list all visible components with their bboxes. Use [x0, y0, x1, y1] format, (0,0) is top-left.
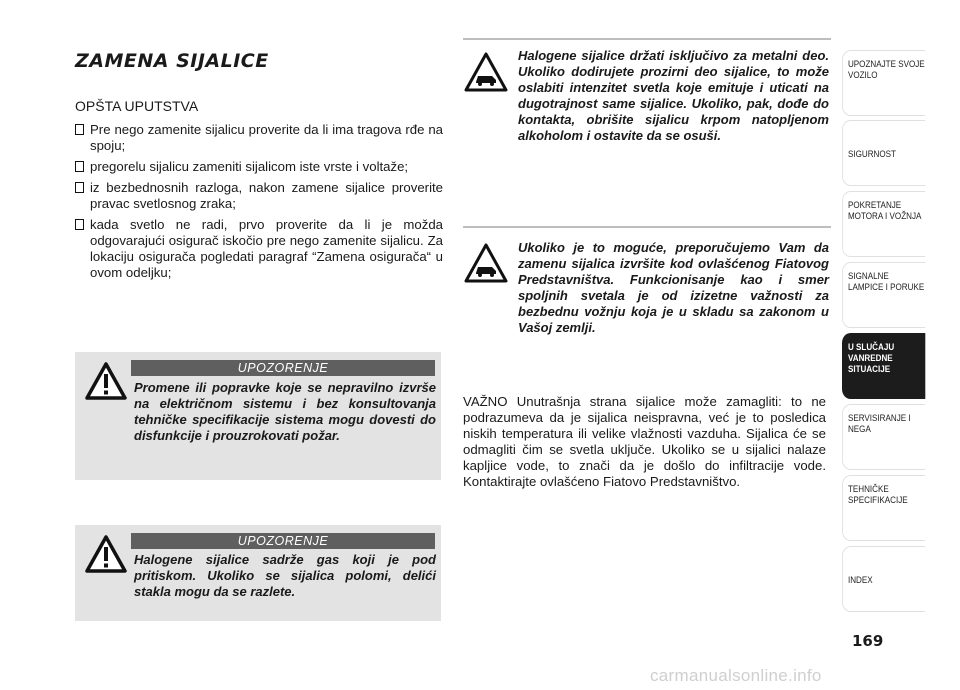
page-title: ZAMENA SIJALICE: [75, 50, 269, 72]
important-paragraph: VAŽNO Unutrašnja strana sijalice može zamagliti: to ne podrazumeva da je sijalica neispravna, već je to posledica niskih temperatura ili velike vlažnosti vazduha. Sijalica će se odmagliti čim se svetla uključe. Ukoliko se u sijalici nalaze kapljice vode, to znači da je došlo do infiltracije vode. Kontaktirajte ovlašćeno Fiatovo Predstavništvo.: [463, 394, 826, 489]
tab-signalne-lampice[interactable]: SIGNALNE LAMPICE I PORUKE: [842, 262, 925, 328]
watermark-footer: carmanualsonline.info: [650, 666, 822, 685]
instruction-list: [75, 122, 443, 286]
checkbox-bullet-icon: [75, 161, 84, 172]
tab-index[interactable]: INDEX: [842, 546, 925, 612]
tab-servisiranje-i-nega[interactable]: SERVISIRANJE I NEGA: [842, 404, 925, 470]
tab-sigurnost[interactable]: SIGURNOST: [842, 120, 925, 186]
tab-tehnicke-specifikacije[interactable]: TEHNIČKE SPECIFIKACIJE: [842, 475, 925, 541]
section-subtitle: OPŠTA UPUTSTVA: [75, 98, 199, 114]
tab-u-slucaju-vanredne-situacije[interactable]: U SLUČAJU VANREDNE SITUACIJE: [842, 333, 925, 399]
divider: [463, 226, 831, 228]
tab-upoznajte-svoje-vozilo[interactable]: UPOZNAJTE SVOJE VOZILO: [842, 50, 925, 116]
checkbox-bullet-icon: [75, 124, 84, 135]
warning-header: UPOZORENJE: [131, 533, 435, 549]
note-dealer-recommendation: Ukoliko je to moguće, preporučujemo Vam da zamenu sijalica izvršite kod ovlašćenog Fiatovog Predstavništva. Funkcionisanje kao i smer spoljnih svetala je od izizetne važnosti za bezbednu vožnju koja je u skladu sa zakonom u Vašoj zemlji.: [518, 240, 829, 335]
note-halogen-handling: Halogene sijalice držati isključivo za metalni deo. Ukoliko dodirujete prozirni deo sijalice, to može oslabiti intenzitet svetla koje emituje i uticati na dugotrajnost same sijalice. Ukoliko, pak, dođe do kontakta, obrišite sijalicu krpom natopljenom alkoholom i ostavite da se osuši.: [518, 48, 829, 143]
list-item: iz bezbednosnih razloga, nakon zamene sijalice proverite pravac svetlosnog zraka;: [75, 180, 443, 212]
checkbox-bullet-icon: [75, 182, 84, 193]
list-item: pregorelu sijalicu zameniti sijalicom iste vrste i voltaže;: [75, 159, 443, 175]
warning-text-halogen: Halogene sijalice sadrže gas koji je pod pritiskom. Ukoliko se sijalica polomi, delići stakla mogu da se razlete.: [134, 552, 436, 599]
page-number: 169: [852, 632, 884, 650]
list-item: Pre nego zamenite sijalicu proverite da li ima tragova rđe na spoju;: [75, 122, 443, 154]
list-item: kada svetlo ne radi, prvo proverite da li je možda odgovarajući osigurač iskočio pre nego zamenite sijalicu. Za lokaciju osigurača pogledati paragraf “Zamena osigurača“ u ovom odeljku;: [75, 217, 443, 281]
warning-header: UPOZORENJE: [131, 360, 435, 376]
warning-text-electrical: Promene ili popravke koje se nepravilno izvrše na električnom sistemu i bez konsultovanja tehničke specifikacije sistema mogu dovesti do disfunkcije i prouzrokovati požar.: [134, 380, 436, 443]
checkbox-bullet-icon: [75, 219, 84, 230]
divider: [463, 38, 831, 40]
tab-pokretanje-motora[interactable]: POKRETANJE MOTORA I VOŽNJA: [842, 191, 925, 257]
